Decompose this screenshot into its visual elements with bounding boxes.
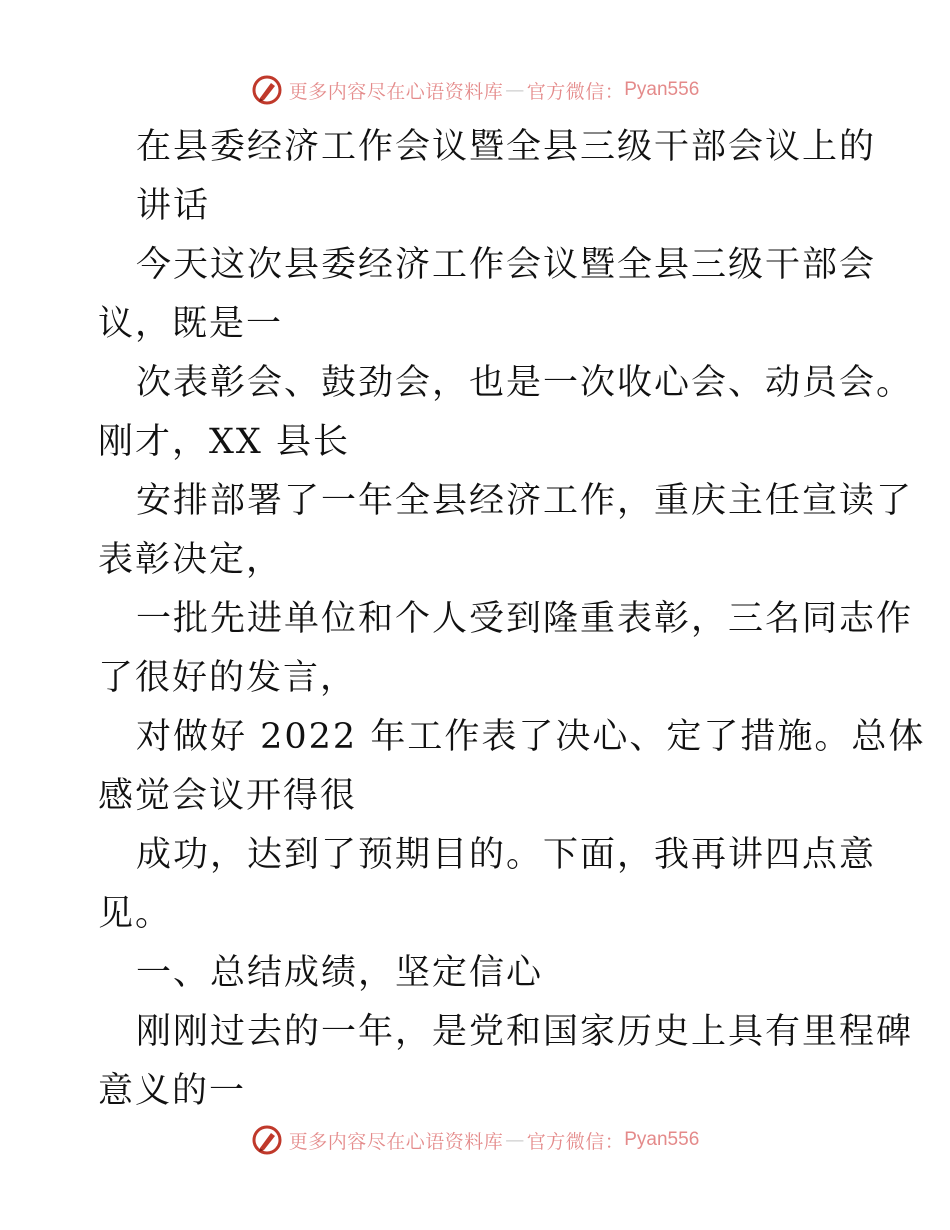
text-line: 在县委经济工作会议暨全县三级干部会议上的: [136, 127, 877, 167]
text-line: 意义的一: [98, 1071, 247, 1111]
text-line: 见。: [98, 894, 173, 934]
document-body: [98, 118, 926, 1121]
watermark-wechat-label: 官方微信：: [526, 80, 625, 103]
text-line: 一批先进单位和个人受到隆重表彰，三名同志作: [136, 599, 914, 639]
watermark-brand-text: 更多内容尽在心语资料库: [288, 80, 504, 103]
text-line: 安排部署了一年全县经济工作，重庆主任宣读了: [136, 481, 914, 521]
watermark-wechat-id: Pyan556: [624, 79, 700, 100]
header-watermark: [0, 70, 950, 110]
text-line: 感觉会议开得很: [98, 776, 358, 816]
pen-circle-icon: [251, 74, 283, 106]
text-line: 议，既是一: [98, 304, 284, 344]
watermark-dash: —: [505, 79, 525, 101]
text-line: 今天这次县委经济工作会议暨全县三级干部会: [136, 245, 877, 285]
text-line: 表彰决定，: [98, 540, 284, 580]
text-line: 讲话: [136, 186, 211, 226]
text-line: 次表彰会、鼓劲会，也是一次收心会、动员会。: [136, 363, 914, 403]
text-line: 刚才，XX 县长: [98, 422, 350, 462]
watermark-wechat-id: Pyan556: [624, 1129, 700, 1150]
watermark-brand-text: 更多内容尽在心语资料库: [288, 1130, 504, 1153]
footer-watermark: [0, 1120, 950, 1160]
text-line: 对做好 2022 年工作表了决心、定了措施。总体: [136, 717, 926, 757]
text-line: 一、总结成绩，坚定信心: [136, 953, 544, 993]
text-line: 成功，达到了预期目的。下面，我再讲四点意: [136, 835, 877, 875]
watermark-wechat-label: 官方微信：: [526, 1130, 625, 1153]
text-line: 刚刚过去的一年，是党和国家历史上具有里程碑: [136, 1012, 914, 1052]
watermark-dash: —: [505, 1129, 525, 1151]
text-line: 了很好的发言，: [98, 658, 358, 698]
pen-circle-icon: [251, 1124, 283, 1156]
